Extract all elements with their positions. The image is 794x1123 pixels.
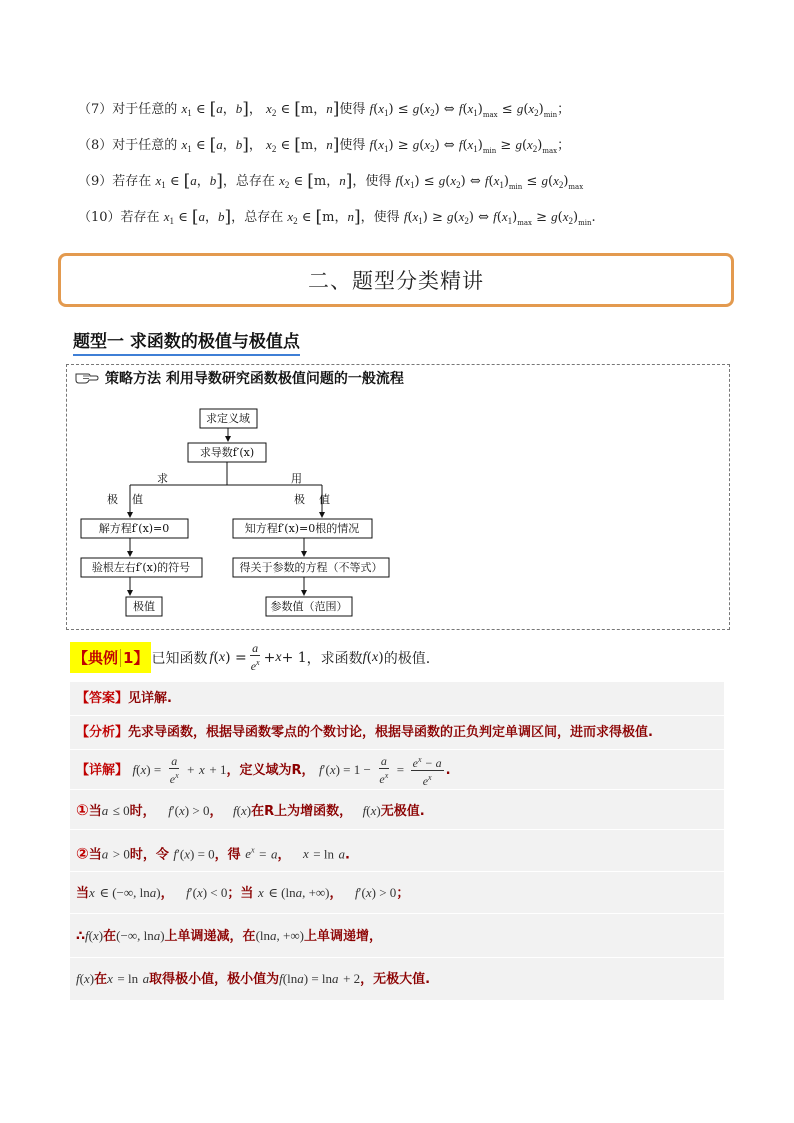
flow-text-left-top: 求 xyxy=(157,472,168,485)
answer-row: 【答案】见详解. xyxy=(70,682,724,716)
flow-text-extreme: 极值 xyxy=(133,600,155,613)
section-title-box xyxy=(58,253,734,307)
type-title: 题型一 求函数的极值与极值点 xyxy=(73,327,300,356)
answer-panel xyxy=(70,682,724,1000)
flow-text-param-val: 参数值（范围） xyxy=(270,600,348,613)
strategy-heading: 策略方法 利用导数研究函数极值问题的一般流程 xyxy=(75,368,404,388)
flow-text-right-top: 用 xyxy=(291,472,302,485)
final-row: f(x)在x = ln a取得极小值，极小值为f(lna) = lna + 2，无极大值. xyxy=(76,971,431,987)
condition-9: （9）若存在 $x_1$ ∈ [a，b]，总存在 $x_2$ ∈ [m，n]，使得 $f(x_1) \le g(x_2)$ ⇔ $f(x_1)_{min} \le g(x_2)_{max}$ xyxy=(78,171,584,191)
flow-text-left-bottom: 极 值 xyxy=(107,493,143,506)
flow-text-derivative: 求导数f′(x) xyxy=(199,446,255,459)
flow-text-check-sign: 验根左右f′(x)的符号 xyxy=(91,561,191,574)
flowchart xyxy=(67,365,731,631)
case-1-row: ①当a ≤ 0时， f′(x) > 0， f(x)在R上为增函数， f(x)无极值. xyxy=(70,790,724,830)
flow-text-domain: 求定义域 xyxy=(206,412,250,425)
flow-text-param-eq: 得关于参数的方程（不等式） xyxy=(239,561,383,574)
example-1: 【典例 1】 已知函数 f ( x ) = $\frac{a}{e^x}$ + x + 1 ，求函数 f ( x ) 的极值. xyxy=(70,642,430,673)
condition-8: （8）对于任意的 $x_1$ ∈ [a，b]， $x_2$ ∈ [m，n]使得 $f(x_1) \ge g(x_2)$ ⇔ $f(x_1)_{min} \ge g(x_2)_{max}$； xyxy=(78,135,571,155)
flow-text-right-bottom: 极 值 xyxy=(294,493,330,506)
flow-text-know-roots: 知方程f′(x)=0根的情况 xyxy=(244,522,360,535)
example-tag: 【典例 1】 xyxy=(70,642,151,673)
interval-row: 当x ∈ (−∞, lna)， f′(x) < 0；当 x ∈ (lna, +∞)， f′(x) > 0； xyxy=(70,872,724,914)
flow-text-solve-eq: 解方程f′(x)=0 xyxy=(98,522,170,535)
strategy-box xyxy=(66,364,730,630)
condition-7: （7）对于任意的 $x_1$ ∈ [a，b]， $x_2$ ∈ [m，n]使得 $f(x_1) \le g(x_2)$ ⇔ $f(x_1)_{max} \le g(x_2)_{min}$； xyxy=(78,99,571,119)
detail-row: 【详解】 f(x) = $\frac{a}{e^x}$ + x + 1，定义域为R， f′(x) = 1 − $\frac{a}{e^x}$ = $\frac{e^x - a}{e^x}$ . xyxy=(70,750,724,790)
case-2-row: ②当a > 0时，令 f′(x) = 0，得 $e^x = a$， x = ln a. xyxy=(70,830,724,872)
therefore-row: ∴f(x)在(−∞, lna)上单调递减，在(lna, +∞)上单调递增， xyxy=(70,914,724,958)
section-title: 二、题型分类精讲 xyxy=(308,269,484,293)
condition-10: （10）若存在 $x_1$ ∈ [a，b]，总存在 $x_2$ ∈ [m，n]，使得 $f(x_1) \ge g(x_2)$ ⇔ $f(x_1)_{max} \ge g(x_2)_{min}$. xyxy=(78,207,596,227)
analysis-row: 【分析】先求导函数，根据导函数零点的个数讨论，根据导函数的正负判定单调区间，进而求得极值. xyxy=(70,716,724,750)
